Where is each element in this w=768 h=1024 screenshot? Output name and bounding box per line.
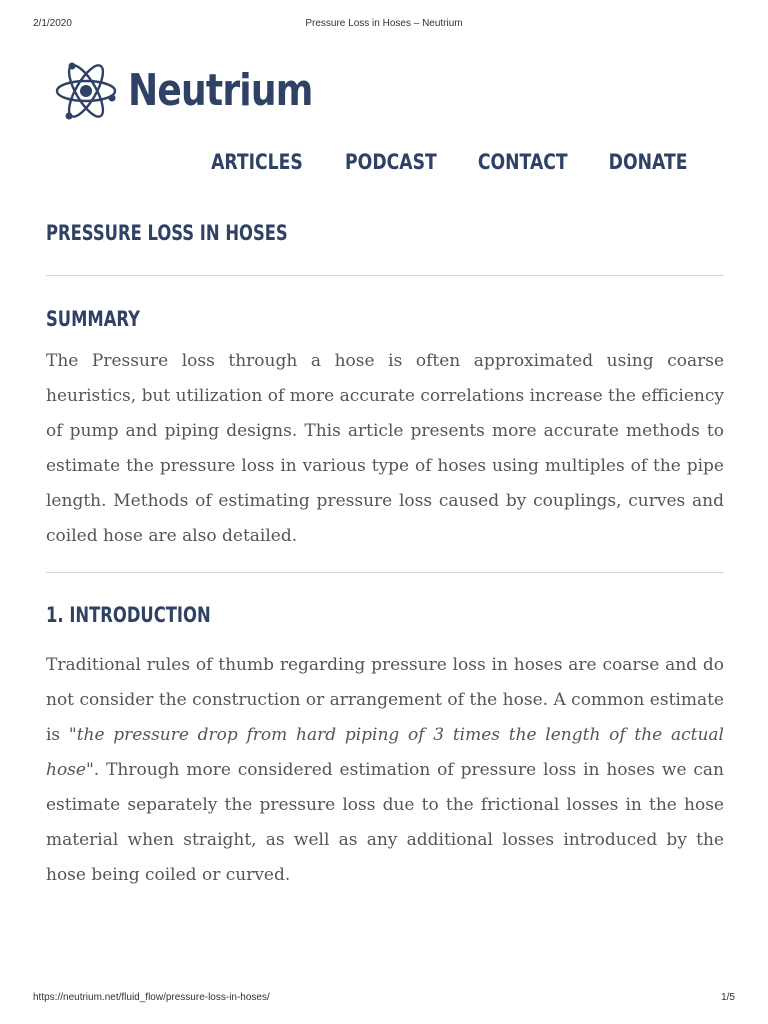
intro-text-part: . Through more considered estimation of pressure loss in hoses we can estimate separately the pressure loss due to the frictional losses in the hose material when straight, as well as any additional losses introduced by the hose being coiled or curved. bbox=[46, 760, 724, 885]
introduction-heading: 1. INTRODUCTION bbox=[46, 603, 211, 627]
nav-donate-link[interactable]: DONATE bbox=[608, 150, 688, 174]
summary-heading: SUMMARY bbox=[46, 307, 140, 331]
divider bbox=[46, 275, 724, 276]
divider bbox=[46, 572, 724, 573]
introduction-text bbox=[46, 648, 724, 893]
print-page-number: 1/5 bbox=[721, 992, 735, 1003]
intro-quote: "the pressure drop from hard piping of 3 times the length of the actual hose" bbox=[46, 725, 724, 780]
page-title: PRESSURE LOSS IN HOSES bbox=[46, 221, 288, 245]
site-logo[interactable] bbox=[54, 58, 353, 124]
atom-icon bbox=[54, 58, 118, 124]
print-url: https://neutrium.net/fluid_flow/pressure-loss-in-hoses/ bbox=[33, 992, 270, 1003]
intro-text-part: Traditional rules of thumb regarding pressure loss in hoses are coarse and do not consider the construction or arrangement of the hose. A common estimate is bbox=[46, 655, 724, 745]
summary-text: The Pressure loss through a hose is often approximated using coarse heuristics, but utilization of more accurate correlations increase the efficiency of pump and piping designs. This article presents more accurate methods to estimate the pressure loss in various type of hoses using multiples of the pipe length. Methods of estimating pressure loss caused by couplings, curves and coiled hose are also detailed. bbox=[46, 351, 724, 546]
brand-name: Neutrium bbox=[128, 65, 313, 116]
nav-articles-link[interactable]: ARTICLES bbox=[210, 150, 303, 174]
nav-contact-link[interactable]: CONTACT bbox=[478, 150, 568, 174]
nav-podcast-link[interactable]: PODCAST bbox=[344, 150, 437, 174]
print-page-title: Pressure Loss in Hoses – Neutrium bbox=[305, 18, 463, 29]
main-nav bbox=[201, 150, 696, 174]
article-content bbox=[46, 216, 724, 893]
print-date: 2/1/2020 bbox=[33, 18, 72, 29]
